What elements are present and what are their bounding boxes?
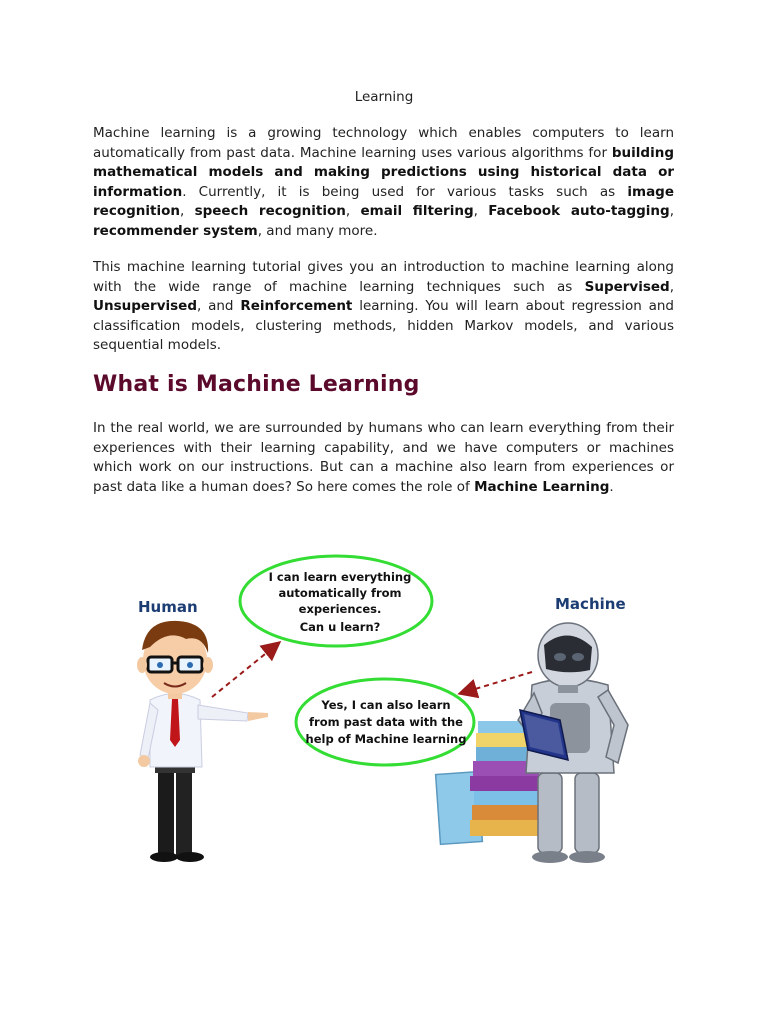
human-bubble-line: I can learn everything [268, 570, 412, 584]
section-heading: What is Machine Learning [93, 372, 420, 397]
human-label: Human [138, 598, 198, 616]
text-run: , [669, 203, 674, 219]
real-world-paragraph [93, 419, 674, 497]
bold-term: speech recognition [194, 203, 346, 219]
tutorial-paragraph [93, 258, 674, 356]
bold-term: Unsupervised [93, 298, 197, 314]
text-run: learning. You will learn about regression and classification models, clustering methods, hidden Markov models, and various sequential models. [93, 298, 674, 353]
page-title: Learning [354, 89, 414, 105]
bold-term: Supervised [584, 278, 670, 295]
text-run: In the real world, we are surrounded by humans who can learn everything from their experiences with their learning capability, and we have computers or machines which work on our instructions. But can a machine also learn from experiences or past data like a human does? So here comes the role of [93, 420, 674, 495]
text-run: . [609, 478, 614, 495]
intro-paragraph [93, 124, 674, 241]
text-run: , [179, 203, 195, 219]
human-figure [137, 621, 268, 862]
bold-term: email filtering [360, 203, 474, 219]
machine-label: Machine [555, 595, 626, 613]
human-bubble-line: experiences. [298, 602, 382, 616]
text-run: , and many more. [257, 222, 378, 239]
machine-bubble-line: Yes, I can also learn [321, 698, 451, 712]
text-run: Machine learning is a growing technology which enables computers to learn automatically from past data. Machine learning uses various algorithms for [93, 125, 674, 161]
human-arrow [212, 646, 275, 697]
bold-term: Machine Learning [474, 478, 610, 495]
text-run: This machine learning tutorial gives you an introduction to machine learning along with the wide range of machine learning techniques such as [93, 259, 674, 295]
human-bubble-line: automatically from [278, 586, 402, 600]
text-run: , [669, 278, 674, 295]
bold-term: image recognition [93, 183, 674, 219]
bold-term: Reinforcement [240, 298, 353, 314]
human-vs-machine-illustration [120, 535, 650, 875]
human-speech-bubble [240, 556, 432, 646]
machine-arrow [465, 672, 532, 692]
text-run: , [345, 203, 361, 219]
bold-term: Facebook auto-tagging [488, 203, 670, 219]
bold-term: recommender system [93, 222, 258, 239]
bold-term: building mathematical models and making predictions using historical data or information [93, 144, 674, 200]
machine-bubble-line: from past data with the [309, 715, 463, 729]
text-run: , and [196, 298, 241, 314]
machine-bubble-line: help of Machine learning [305, 732, 467, 746]
machine-speech-bubble [296, 679, 474, 765]
text-run: , [473, 203, 489, 219]
human-bubble-line: Can u learn? [299, 620, 381, 634]
text-run: . Currently, it is being used for various tasks such as [182, 183, 628, 200]
